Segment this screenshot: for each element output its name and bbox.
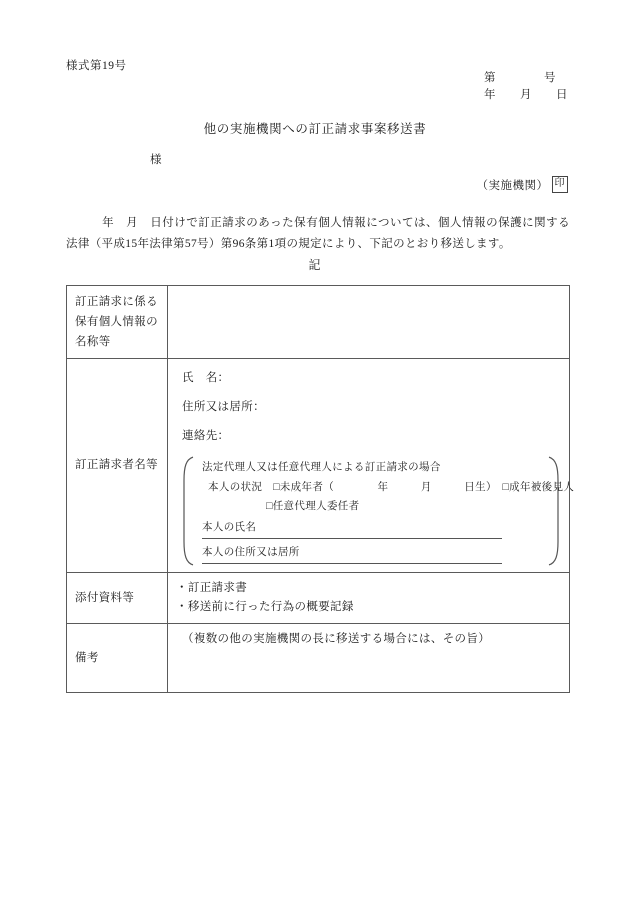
addressee-suffix: 様 [150,154,162,166]
row-label-remarks: 備考 [67,624,168,693]
agent-status-label: 本人の状況 [208,482,263,493]
field-contact[interactable]: 連絡先： [182,430,230,442]
agent-status-row [208,478,575,497]
row-value-attachments [168,573,570,624]
form-number: 様式第19号 [66,60,127,72]
table-row-info-name [67,286,570,359]
row-label-requester: 訂正請求者名等 [67,359,168,573]
body-paragraph [66,213,570,255]
table-row-attachments [67,573,570,624]
principal-address-field[interactable]: 本人の住所又は居所 [202,543,502,564]
document-number-block [484,70,568,104]
row-label-attachments: 添付資料等 [67,573,168,624]
document-number-line: 第 号 [484,72,556,84]
table-row-remarks [67,624,570,693]
row-label-info-name [67,286,168,359]
table-row-requester [67,359,570,573]
row-label-info-name-text: 訂正請求に係る保有個人情報の名称等 [75,296,158,348]
remarks-note: （複数の他の実施機関の長に移送する場合には、その旨） [182,633,491,645]
attachment-item-action-record: ・移送前に行った行為の概要記録 [176,601,354,613]
page-title: 他の実施機関への訂正請求事案移送書 [203,122,427,136]
agent-block-title: 法定代理人又は任意代理人による訂正請求の場合 [202,462,441,473]
agent-request-block [182,456,575,566]
issuing-agency-label: （実施機関） [476,179,549,192]
principal-name-field[interactable]: 本人の氏名 [202,518,502,539]
row-value-remarks[interactable] [168,624,570,693]
document-date-line: 年 月 日 [484,89,568,101]
checkbox-minor[interactable]: □未成年者（ 年 月 日生） [273,482,492,493]
field-address[interactable]: 住所又は居所： [182,401,265,413]
ki-marker: 記 [308,258,322,272]
seal-stamp-icon: 印 [552,176,569,193]
main-form-table [66,285,575,693]
field-name[interactable]: 氏 名： [182,372,230,384]
checkbox-delegator[interactable]: □任意代理人委任者 [266,501,360,512]
checkbox-adult-ward[interactable]: □成年被後見人 [502,482,575,493]
issuing-agency-line [477,176,569,193]
row-value-requester [168,359,575,573]
brace-right-icon [548,456,560,566]
body-paragraph-text: 年 月 日付けで訂正請求のあった保有個人情報については、個人情報の保護に関する法律（平成15年法律第57号）第96条第1項の規定により、下記のとおり移送します。 [66,217,570,250]
attachment-item-request-form: ・訂正請求書 [176,582,248,594]
row-value-info-name[interactable] [168,286,570,359]
brace-left-icon [182,456,194,566]
